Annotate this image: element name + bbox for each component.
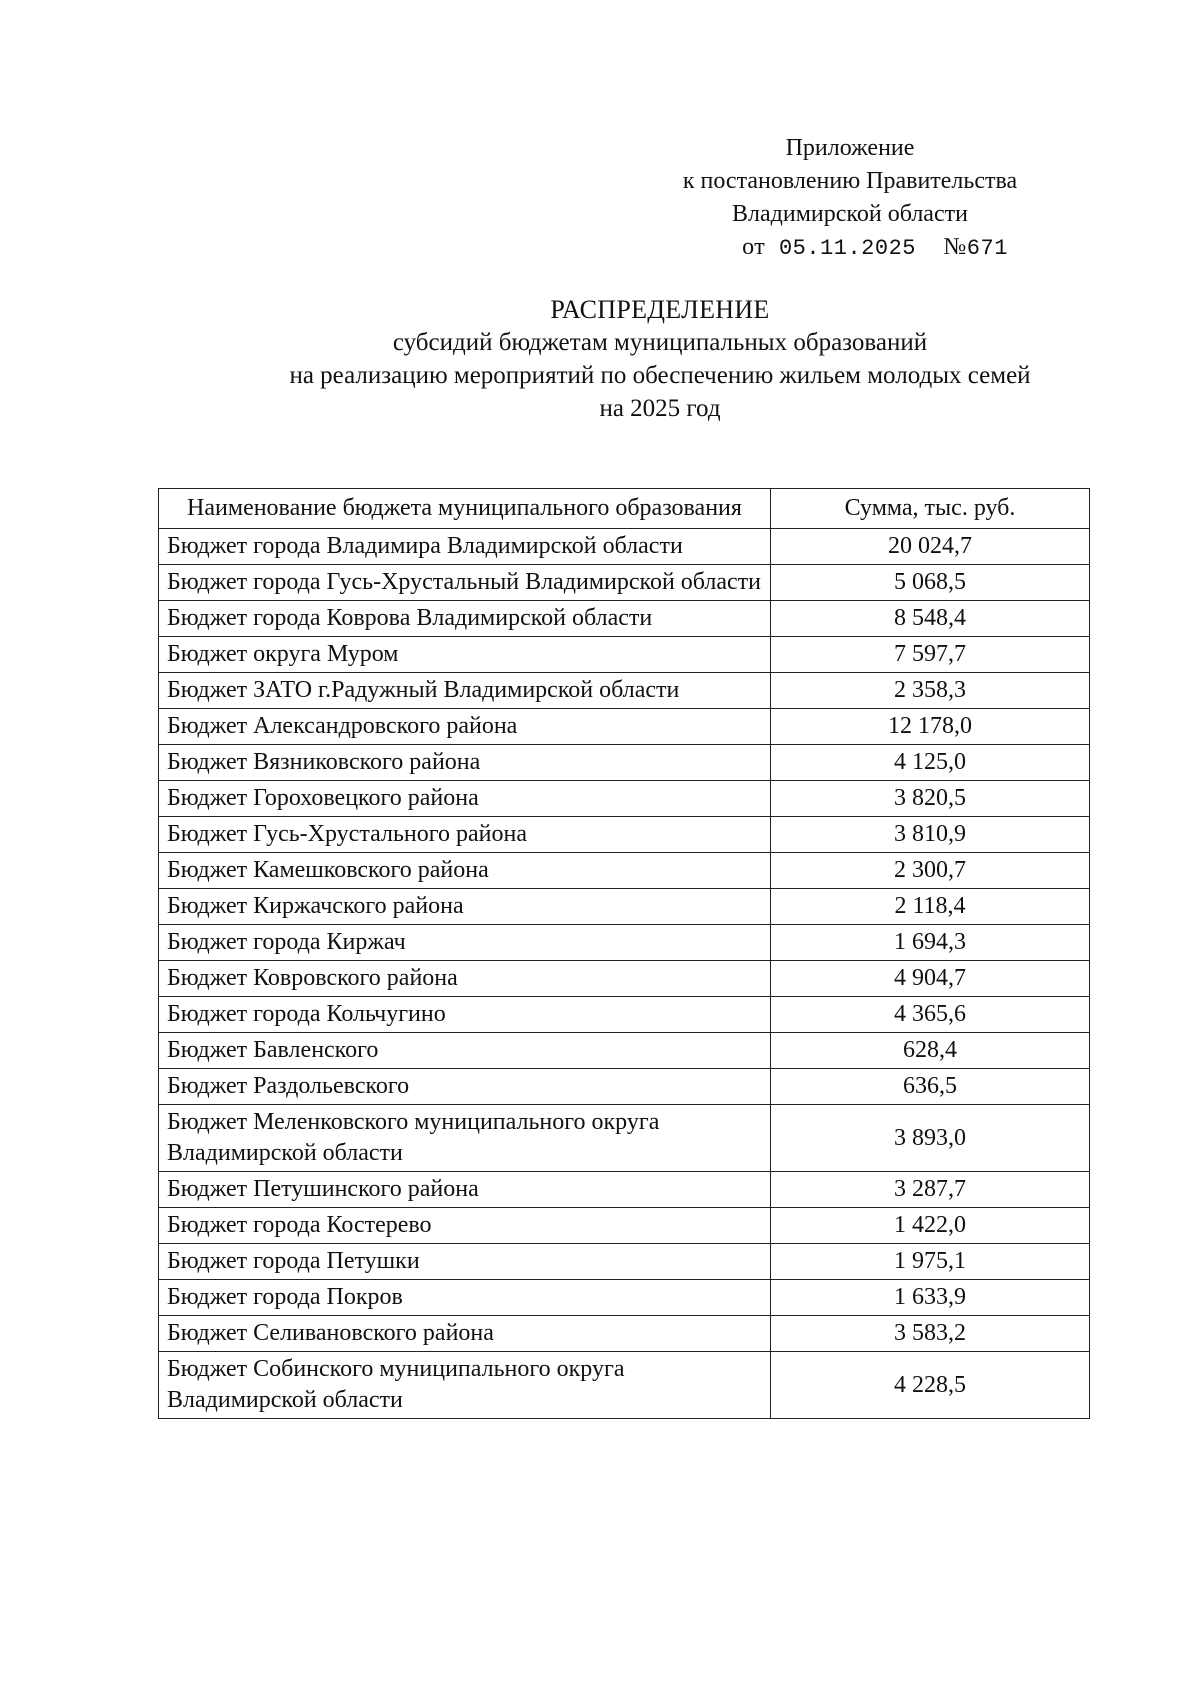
budget-name-cell: Бюджет города Покров <box>159 1280 771 1316</box>
budget-name-cell: Бюджет Раздольевского <box>159 1069 771 1105</box>
budget-amount-cell: 628,4 <box>771 1033 1090 1069</box>
budget-amount-cell: 4 228,5 <box>771 1352 1090 1419</box>
appendix-date-line <box>640 231 1060 265</box>
table-row <box>159 565 1090 601</box>
document-title <box>200 293 1120 425</box>
budget-amount-cell: 7 597,7 <box>771 637 1090 673</box>
appendix-decree-line: к постановлению Правительства <box>682 168 1018 194</box>
budget-amount-cell: 1 633,9 <box>771 1280 1090 1316</box>
table-row <box>159 1244 1090 1280</box>
budget-name-cell: Бюджет Камешковского района <box>159 853 771 889</box>
table-row <box>159 817 1090 853</box>
title-line-3: на 2025 год <box>599 395 721 422</box>
decree-number: 671 <box>966 236 1008 261</box>
table-row <box>159 1033 1090 1069</box>
budget-name-cell: Бюджет города Петушки <box>159 1244 771 1280</box>
budget-amount-cell: 20 024,7 <box>771 529 1090 565</box>
budget-name-cell: Бюджет округа Муром <box>159 637 771 673</box>
budget-amount-cell: 1 694,3 <box>771 925 1090 961</box>
budget-name-cell: Бюджет города Гусь-Хрустальный Владимирской области <box>159 565 771 601</box>
budget-name-cell: Бюджет Петушинского района <box>159 1172 771 1208</box>
budget-name-cell: Бюджет города Киржач <box>159 925 771 961</box>
table-row <box>159 889 1090 925</box>
appendix-header <box>640 132 1060 265</box>
table-row <box>159 925 1090 961</box>
table-row <box>159 709 1090 745</box>
budget-amount-cell: 4 904,7 <box>771 961 1090 997</box>
table-row <box>159 1069 1090 1105</box>
budget-amount-cell: 2 300,7 <box>771 853 1090 889</box>
number-sign: № <box>943 234 967 260</box>
budget-name-cell: Бюджет Вязниковского района <box>159 745 771 781</box>
title-line-2: на реализацию мероприятий по обеспечению жильем молодых семей <box>289 362 1031 389</box>
budget-amount-cell: 12 178,0 <box>771 709 1090 745</box>
table-header-row <box>159 489 1090 529</box>
budget-amount-cell: 3 893,0 <box>771 1105 1090 1172</box>
header-name: Наименование бюджета муниципального образования <box>159 489 771 529</box>
budget-amount-cell: 3 820,5 <box>771 781 1090 817</box>
table-row <box>159 637 1090 673</box>
table-row <box>159 601 1090 637</box>
budget-name-cell: Бюджет города Владимира Владимирской области <box>159 529 771 565</box>
budget-name-cell: Бюджет ЗАТО г.Радужный Владимирской области <box>159 673 771 709</box>
budget-name-cell: Бюджет Александровского района <box>159 709 771 745</box>
budget-name-cell: Бюджет Бавленского <box>159 1033 771 1069</box>
budget-name-cell: Бюджет Киржачского района <box>159 889 771 925</box>
budget-amount-cell: 4 365,6 <box>771 997 1090 1033</box>
table-row <box>159 961 1090 997</box>
table-row <box>159 1316 1090 1352</box>
budget-amount-cell: 3 810,9 <box>771 817 1090 853</box>
budget-amount-cell: 5 068,5 <box>771 565 1090 601</box>
budget-name-cell: Бюджет города Коврова Владимирской области <box>159 601 771 637</box>
title-line-1: субсидий бюджетам муниципальных образований <box>392 329 928 356</box>
table-row <box>159 673 1090 709</box>
table-row <box>159 1280 1090 1316</box>
budget-name-cell: Бюджет Гусь-Хрустального района <box>159 817 771 853</box>
appendix-title: Приложение <box>785 135 915 161</box>
budget-amount-cell: 4 125,0 <box>771 745 1090 781</box>
distribution-table <box>158 488 1090 1419</box>
budget-name-cell: Бюджет Собинского муниципального округа Владимирской области <box>159 1352 771 1419</box>
date-prefix: от <box>742 234 766 260</box>
appendix-region-line: Владимирской области <box>732 201 968 227</box>
table-row <box>159 781 1090 817</box>
table-row <box>159 1172 1090 1208</box>
budget-name-cell: Бюджет Меленковского муниципального округа Владимирской области <box>159 1105 771 1172</box>
title-heading: РАСПРЕДЕЛЕНИЕ <box>550 295 770 324</box>
table-row <box>159 997 1090 1033</box>
table-row <box>159 1352 1090 1419</box>
budget-amount-cell: 3 287,7 <box>771 1172 1090 1208</box>
budget-name-cell: Бюджет города Костерево <box>159 1208 771 1244</box>
budget-name-cell: Бюджет Гороховецкого района <box>159 781 771 817</box>
budget-amount-cell: 2 358,3 <box>771 673 1090 709</box>
table-row <box>159 745 1090 781</box>
budget-amount-cell: 8 548,4 <box>771 601 1090 637</box>
table-row <box>159 1208 1090 1244</box>
budget-name-cell: Бюджет города Кольчугино <box>159 997 771 1033</box>
budget-name-cell: Бюджет Ковровского района <box>159 961 771 997</box>
budget-amount-cell: 3 583,2 <box>771 1316 1090 1352</box>
budget-amount-cell: 2 118,4 <box>771 889 1090 925</box>
budget-amount-cell: 1 422,0 <box>771 1208 1090 1244</box>
table-row <box>159 1105 1090 1172</box>
budget-amount-cell: 1 975,1 <box>771 1244 1090 1280</box>
budget-name-cell: Бюджет Селивановского района <box>159 1316 771 1352</box>
header-amount: Сумма, тыс. руб. <box>771 489 1090 529</box>
budget-amount-cell: 636,5 <box>771 1069 1090 1105</box>
table-row <box>159 853 1090 889</box>
decree-date: 05.11.2025 <box>778 236 916 261</box>
table-row <box>159 529 1090 565</box>
